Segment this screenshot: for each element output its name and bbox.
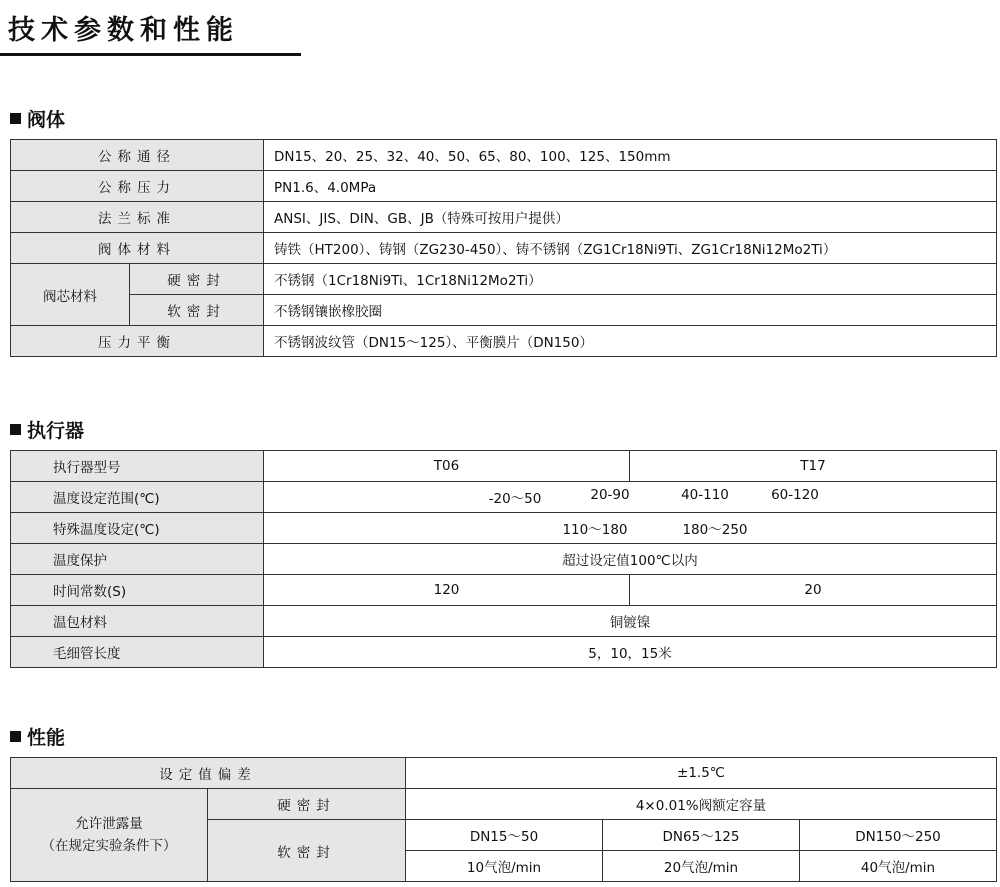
row-value: 不锈钢波纹管（DN15～125）、平衡膜片（DN150） [264,326,997,357]
row-label: 法兰标准 [11,202,264,233]
row-label: 公称通径 [11,140,264,171]
sub-label: 软密封 [208,820,406,882]
actuator-table [10,450,997,668]
table-row [11,326,997,357]
row-label: 阀体材料 [11,233,264,264]
table-row [11,544,997,575]
table-row [11,758,997,789]
time-constant-t06: 120 [264,575,630,606]
title-underline [0,53,301,56]
temp-range-value: 40-110 [681,487,729,503]
size-range: DN65～125 [603,820,800,851]
table-row [11,482,997,513]
table-row [11,637,997,668]
square-bullet-icon [10,113,21,124]
row-label: 公称压力 [11,171,264,202]
table-row [11,513,997,544]
sub-label: 软密封 [130,295,264,326]
row-value: 铸铁（HT200）、铸钢（ZG230-450）、铸不锈钢（ZG1Cr18Ni9Ti、ZG1Cr18Ni12Mo2Ti） [264,233,997,264]
row-value: 超过设定值100℃以内 [264,544,997,575]
temp-range-value: -20～50 [488,491,542,507]
table-row [11,171,997,202]
row-value: ANSI、JIS、DIN、GB、JB（特殊可按用户提供） [264,202,997,233]
bubble-rate: 20气泡/min [603,851,800,882]
table-row [11,295,997,326]
table-row [11,575,997,606]
row-value: 不锈钢镶嵌橡胶圈 [264,295,997,326]
leakage-label [11,789,208,882]
model-t06: T06 [264,451,630,482]
temp-range-value: 60-120 [771,487,819,503]
square-bullet-icon [10,424,21,435]
row-value: 不锈钢（1Cr18Ni9Ti、1Cr18Ni12Mo2Ti） [264,264,997,295]
performance-table [10,757,997,882]
table-row [11,789,997,820]
section-valve-body [10,105,65,132]
valve-body-table [10,139,997,357]
leakage-label-line2: （在规定实验条件下） [41,838,177,854]
table-row [11,451,997,482]
row-value [264,513,997,544]
section-heading: 阀体 [27,109,66,131]
row-label: 毛细管长度 [11,637,264,668]
row-label: 特殊温度设定(℃) [11,513,264,544]
section-actuator [10,416,84,443]
row-label: 温度保护 [11,544,264,575]
square-bullet-icon [10,731,21,742]
row-label: 设定值偏差 [11,758,406,789]
row-value: 铜镀镍 [264,606,997,637]
row-label: 压力平衡 [11,326,264,357]
special-temp-value: 180～250 [682,522,748,538]
special-temp-value: 110～180 [562,522,628,538]
row-value: 5，10，15米 [264,637,997,668]
row-label: 温度设定范围(℃) [11,482,264,513]
bubble-rate: 40气泡/min [800,851,997,882]
sub-label: 硬密封 [130,264,264,295]
row-value [264,482,997,513]
row-label: 阀芯材料 [11,264,130,326]
table-row [11,140,997,171]
row-label: 温包材料 [11,606,264,637]
section-performance [10,723,65,750]
section-heading: 执行器 [27,420,85,442]
table-row [11,233,997,264]
table-row [11,264,997,295]
bubble-rate: 10气泡/min [406,851,603,882]
table-row [11,202,997,233]
size-range: DN15～50 [406,820,603,851]
leakage-label-line1: 允许泄露量 [75,816,143,832]
row-label: 时间常数(S) [11,575,264,606]
row-value: PN1.6、4.0MPa [264,171,997,202]
model-t17: T17 [630,451,997,482]
row-value: DN15、20、25、32、40、50、65、80、100、125、150mm [264,140,997,171]
section-heading: 性能 [27,727,66,749]
row-value: ±1.5℃ [406,758,997,789]
time-constant-t17: 20 [630,575,997,606]
row-value: 4×0.01%阀额定容量 [406,789,997,820]
size-range: DN150～250 [800,820,997,851]
page-title: 技术参数和性能 [8,15,239,46]
temp-range-value: 20-90 [590,487,630,503]
row-label: 执行器型号 [11,451,264,482]
table-row [11,606,997,637]
sub-label: 硬密封 [208,789,406,820]
